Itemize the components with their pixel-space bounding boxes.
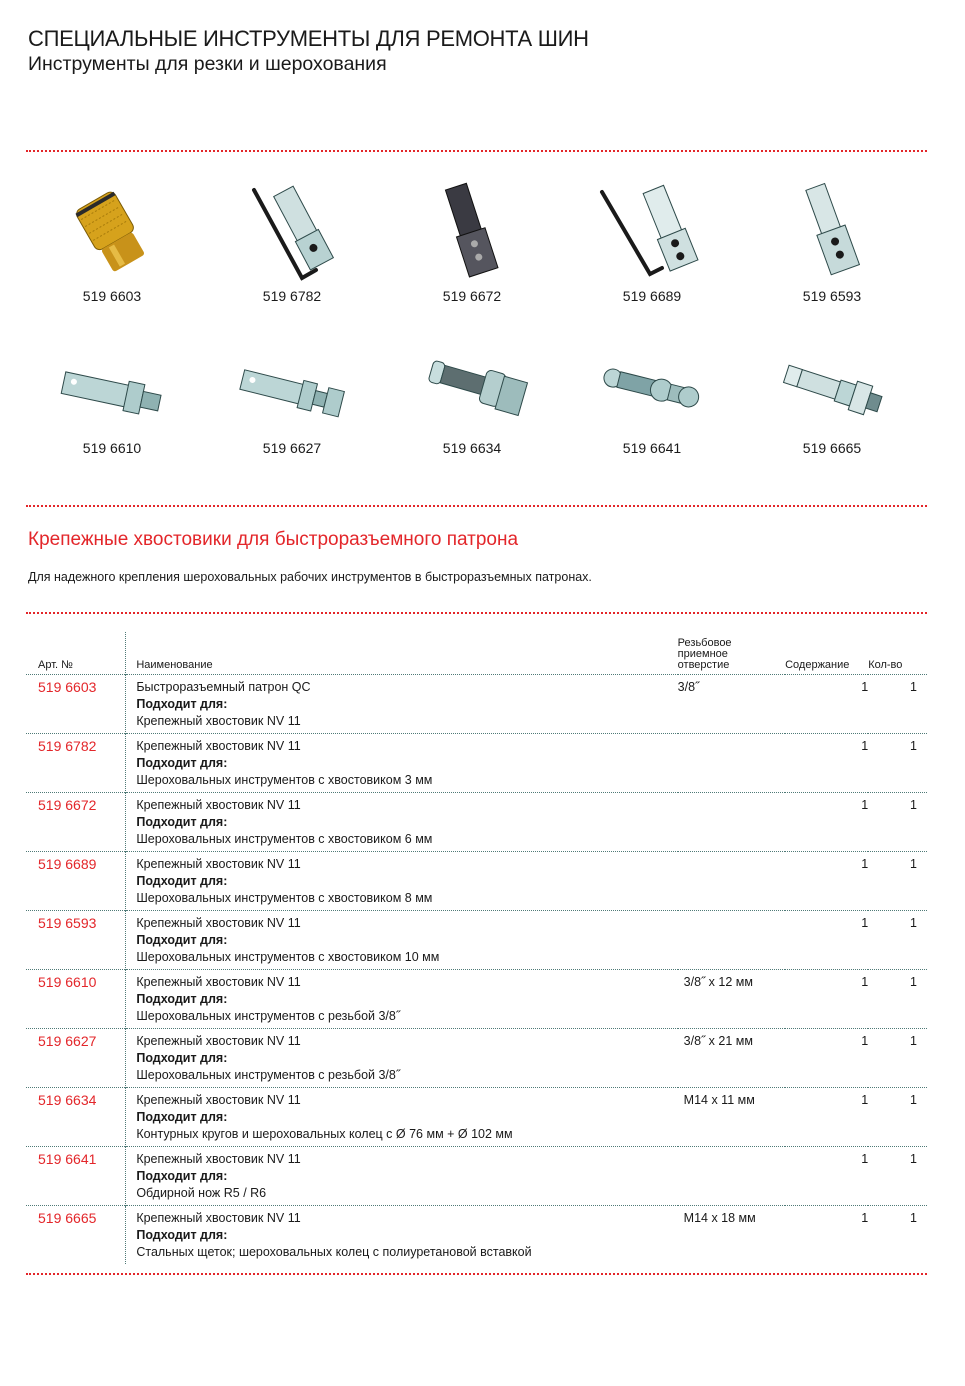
col-header-name: Наименование [126,632,678,674]
qty-cell: 1 [868,792,927,851]
product-code: 519 6782 [262,288,322,304]
content-cell: 1 [785,674,868,733]
fits-description: Обдирной нож R5 / R6 [136,1185,267,1200]
threaded-shank-icon [232,350,352,440]
product-code: 519 6672 [442,288,502,304]
thread-cell [678,910,785,969]
art-number[interactable]: 519 6627 [38,1032,97,1049]
divider [26,1273,927,1275]
table-row [26,1146,927,1205]
product-spec-table [26,632,927,1264]
table-row [26,792,927,851]
section-description: Для надежного крепления шероховальных рабочих инструментов в быстроразъемных патронах. [28,570,592,584]
table-row [26,1087,927,1146]
thread-value: 3/8˝ x 12 мм [683,974,753,989]
thread-cell [678,1146,785,1205]
col-header-content: Содержание [785,658,850,671]
content-cell: 1 [785,1028,868,1087]
content-cell: 1 [785,1087,868,1146]
fits-description: Крепежный хвостовик NV 11 [136,713,301,728]
product-name: Крепежный хвостовик NV 11 [136,797,301,812]
brass-quick-chuck-icon [52,178,172,288]
name-cell [126,733,678,792]
product-code: 519 6610 [82,440,142,456]
product-code: 519 6641 [622,440,682,456]
shank-with-hex-key-icon [592,178,712,288]
content-cell: 1 [785,969,868,1028]
product-tile[interactable] [402,350,542,456]
name-cell [126,910,678,969]
fits-label: Подходит для: [136,873,228,888]
thread-cell [678,851,785,910]
fits-description: Шероховальных инструментов с резьбой 3/8˝ [136,1067,401,1082]
fits-description: Контурных кругов и шероховальных колец с Ø 76 мм + Ø 102 мм [136,1126,513,1141]
table-row [26,969,927,1028]
fits-label: Подходит для: [136,814,228,829]
divider [26,505,927,507]
name-cell [126,851,678,910]
name-cell [126,1087,678,1146]
thread-cell [678,969,785,1028]
art-number[interactable]: 519 6689 [38,855,97,872]
fits-description: Шероховальных инструментов с хвостовиком 8 мм [136,890,433,905]
content-cell: 1 [785,733,868,792]
m14-shank-icon [412,350,532,440]
qty-cell: 1 [868,851,927,910]
product-name: Крепежный хвостовик NV 11 [136,1033,301,1048]
content-cell: 1 [785,792,868,851]
product-name: Быстроразъемный патрон QC [136,679,311,694]
thread-value: 3/8˝ [677,679,700,694]
table-row [26,910,927,969]
fits-label: Подходит для: [136,991,228,1006]
divider [26,612,927,614]
section-title: Крепежные хвостовики для быстроразъемного патрона [28,529,519,550]
content-cell: 1 [785,910,868,969]
art-number[interactable]: 519 6593 [38,914,97,931]
threaded-shank-icon [52,350,172,440]
table-row [26,733,927,792]
divider [26,150,927,152]
content-cell: 1 [785,1205,868,1264]
fits-description: Стальных щеток; шероховальных колец с полиуретановой вставкой [136,1244,532,1259]
product-tile[interactable] [582,178,722,304]
thread-cell [678,1087,785,1146]
table-row [26,674,927,733]
name-cell [126,1146,678,1205]
shank-icon [592,350,712,440]
shank-icon [772,178,892,288]
product-code: 519 6634 [442,440,502,456]
col-header-thread-line: отверстие [677,658,730,671]
thread-value: 3/8˝ x 21 мм [683,1033,753,1048]
col-header-thread [678,632,785,674]
product-name: Крепежный хвостовик NV 11 [136,1092,301,1107]
product-name: Крепежный хвостовик NV 11 [136,1210,301,1225]
col-header-thread-line: Резьбовое [677,636,732,649]
product-code: 519 6593 [802,288,862,304]
m14-shank-icon [772,350,892,440]
product-tile[interactable] [762,178,902,304]
table-row [26,851,927,910]
table-row [26,1028,927,1087]
thread-cell [678,1028,785,1087]
art-number-cell [26,733,126,792]
art-number[interactable]: 519 6665 [38,1209,97,1226]
product-tile[interactable] [42,350,182,456]
qty-cell: 1 [868,1028,927,1087]
thread-cell [678,674,785,733]
product-code: 519 6689 [622,288,682,304]
fits-description: Шероховальных инструментов с хвостовиком 10 мм [136,949,440,964]
product-name: Крепежный хвостовик NV 11 [136,1151,301,1166]
table-header-row [26,632,927,674]
dark-shank-icon [412,178,532,288]
product-tile[interactable] [222,350,362,456]
col-header-art: Арт. № [38,658,73,671]
shank-with-hex-key-icon [232,178,352,288]
page-subtitle: Инструменты для резки и шерохования [28,53,387,75]
art-number[interactable]: 519 6672 [38,796,97,813]
art-number-cell [26,1028,126,1087]
art-number-cell [26,674,126,733]
name-cell [126,969,678,1028]
product-tile[interactable] [762,350,902,456]
qty-cell: 1 [868,1146,927,1205]
art-number-cell [26,851,126,910]
col-header-thread-line: приемное [677,647,728,660]
thread-cell [678,1205,785,1264]
product-tile[interactable] [222,178,362,304]
art-number[interactable]: 519 6641 [38,1150,97,1167]
product-code: 519 6627 [262,440,322,456]
product-name: Крепежный хвостовик NV 11 [136,974,301,989]
qty-cell: 1 [868,969,927,1028]
thread-value: M14 x 18 мм [683,1210,756,1225]
qty-cell: 1 [868,1205,927,1264]
name-cell [126,792,678,851]
fits-label: Подходит для: [136,755,228,770]
fits-label: Подходит для: [136,1168,228,1183]
qty-cell: 1 [868,674,927,733]
product-name: Крепежный хвостовик NV 11 [136,738,301,753]
art-number-cell [26,1205,126,1264]
fits-description: Шероховальных инструментов с хвостовиком 6 мм [136,831,433,846]
page-title: СПЕЦИАЛЬНЫЕ ИНСТРУМЕНТЫ ДЛЯ РЕМОНТА ШИН [28,26,589,51]
col-header-qty: Кол-во [868,658,903,671]
name-cell [126,1028,678,1087]
fits-label: Подходит для: [136,1227,228,1242]
art-number[interactable]: 519 6782 [38,737,97,754]
art-number[interactable]: 519 6634 [38,1091,97,1108]
art-number-cell [26,792,126,851]
fits-label: Подходит для: [136,1050,228,1065]
thread-cell [678,733,785,792]
art-number-cell [26,1146,126,1205]
product-tile[interactable] [402,178,542,304]
art-number-cell [26,910,126,969]
thread-cell [678,792,785,851]
product-code: 519 6603 [82,288,142,304]
content-cell: 1 [785,1146,868,1205]
qty-cell: 1 [868,910,927,969]
art-number[interactable]: 519 6610 [38,973,97,990]
qty-cell: 1 [868,1087,927,1146]
content-cell: 1 [785,851,868,910]
product-name: Крепежный хвостовик NV 11 [136,915,301,930]
fits-description: Шероховальных инструментов с хвостовиком 3 мм [136,772,433,787]
art-number[interactable]: 519 6603 [38,678,97,695]
fits-label: Подходит для: [136,1109,228,1124]
fits-description: Шероховальных инструментов с резьбой 3/8˝ [136,1008,401,1023]
thread-value: M14 x 11 мм [683,1092,755,1107]
qty-cell: 1 [868,733,927,792]
fits-label: Подходит для: [136,932,228,947]
product-name: Крепежный хвостовик NV 11 [136,856,301,871]
art-number-cell [26,969,126,1028]
product-tile[interactable] [582,350,722,456]
table-row [26,1205,927,1264]
name-cell [126,1205,678,1264]
product-code: 519 6665 [802,440,862,456]
art-number-cell [26,1087,126,1146]
product-tile[interactable] [42,178,182,304]
fits-label: Подходит для: [136,696,228,711]
name-cell [126,674,678,733]
